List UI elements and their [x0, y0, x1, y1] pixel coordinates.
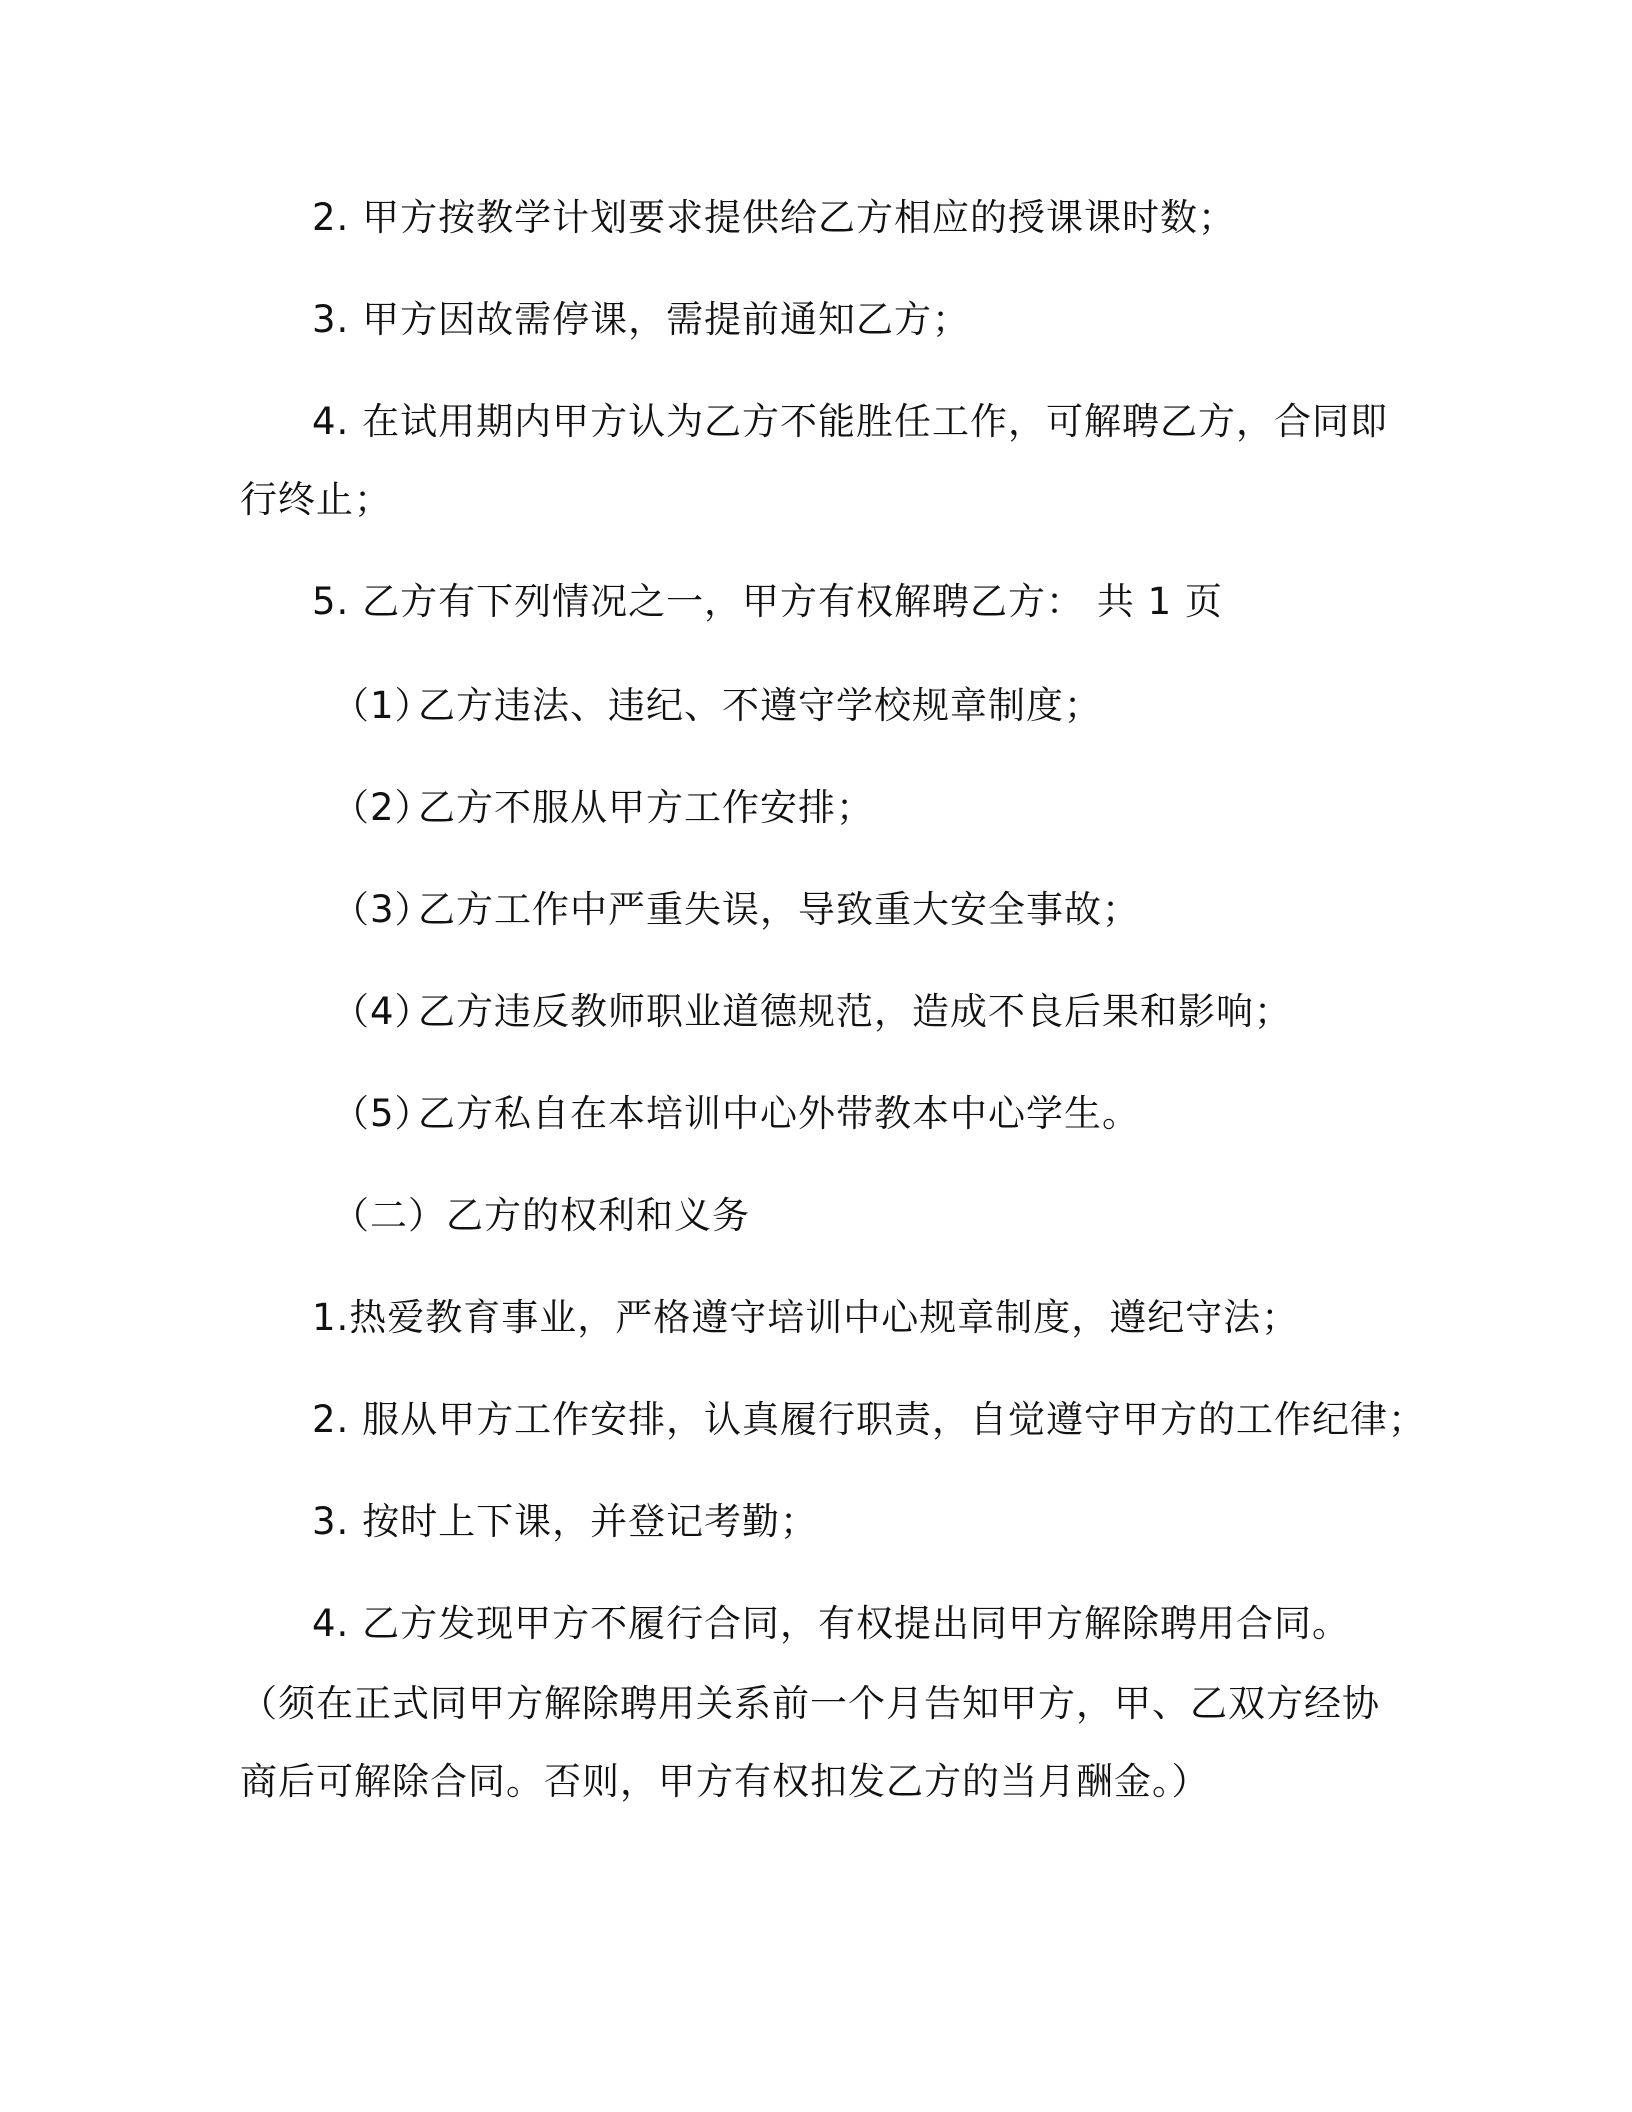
party-a-item-4-continued: 行终止； [240, 478, 392, 521]
section-heading: （二）乙方的权利和义务 [332, 1194, 750, 1237]
condition-number: （4） [332, 990, 433, 1033]
party-b-item-4-note-line-1: （须在正式同甲方解除聘用关系前一个月告知甲方，甲、乙双方经协 [240, 1682, 1380, 1725]
dismissal-condition-4 [332, 990, 1292, 1034]
party-b-item-3: 3. 按时上下课，并登记考勤； [312, 1500, 819, 1543]
dismissal-condition-1 [332, 684, 1102, 728]
condition-text: 乙方违反教师职业道德规范，造成不良后果和影响； [418, 990, 1292, 1033]
condition-number: （1） [332, 684, 433, 727]
dismissal-condition-3 [332, 888, 1140, 932]
condition-number: （3） [332, 888, 433, 931]
condition-number: （5） [332, 1092, 433, 1135]
party-b-item-1: 1.热爱教育事业，严格遵守培训中心规章制度，遵纪守法； [312, 1296, 1300, 1339]
party-b-item-4: 4. 乙方发现甲方不履行合同，有权提出同甲方解除聘用合同。 [312, 1602, 1351, 1645]
party-a-item-2: 2. 甲方按教学计划要求提供给乙方相应的授课课时数； [312, 196, 1237, 239]
party-b-item-4-note-line-2: 商后可解除合同。否则，甲方有权扣发乙方的当月酬金。） [240, 1760, 1210, 1803]
dismissal-condition-5 [332, 1092, 1140, 1136]
condition-text: 乙方违法、违纪、不遵守学校规章制度； [418, 684, 1102, 727]
condition-number: （2） [332, 786, 433, 829]
condition-text: 乙方不服从甲方工作安排； [418, 786, 874, 829]
party-a-item-3: 3. 甲方因故需停课，需提前通知乙方； [312, 298, 971, 341]
condition-text: 乙方私自在本培训中心外带教本中心学生。 [418, 1092, 1140, 1135]
party-b-item-2: 2. 服从甲方工作安排，认真履行职责，自觉遵守甲方的工作纪律； [312, 1398, 1427, 1441]
dismissal-condition-2 [332, 786, 874, 830]
party-a-item-4: 4. 在试用期内甲方认为乙方不能胜任工作，可解聘乙方，合同即 [312, 400, 1389, 443]
party-a-item-5: 5. 乙方有下列情况之一，甲方有权解聘乙方： 共 1 页 [312, 580, 1223, 623]
condition-text: 乙方工作中严重失误，导致重大安全事故； [418, 888, 1140, 931]
